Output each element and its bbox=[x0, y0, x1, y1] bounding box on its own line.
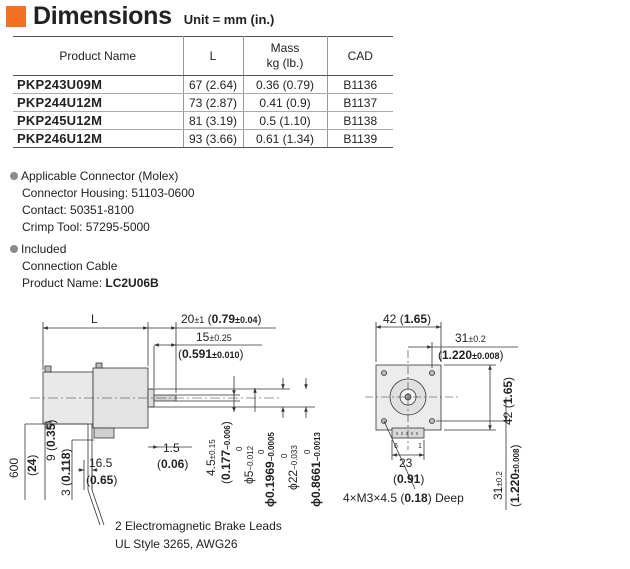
mass-value: 0.61 (1.34) bbox=[243, 130, 327, 148]
dim-16-5: 16.5 bbox=[89, 456, 113, 470]
included-title: Included bbox=[21, 242, 67, 256]
col-mass: Mass kg (lb.) bbox=[243, 37, 327, 76]
included-product: Product Name: LC2U06B bbox=[22, 276, 159, 290]
dim-20: 20±1 (0.79±0.04) bbox=[181, 312, 262, 326]
dim-31-top: 31±0.2 bbox=[455, 331, 486, 345]
product-name: PKP245U12M bbox=[13, 112, 183, 130]
length-value: 67 (2.64) bbox=[183, 76, 243, 94]
dim-phi5: ϕ5−0.012 bbox=[242, 445, 256, 484]
length-value: 81 (3.19) bbox=[183, 112, 243, 130]
dim-23: 23 bbox=[399, 456, 413, 470]
dim-phi22: ϕ22−0.033 bbox=[286, 445, 300, 490]
dim-phi0197: ϕ0.1969−0.0005 bbox=[263, 432, 277, 507]
mass-value: 0.5 (1.10) bbox=[243, 112, 327, 130]
dim-15-in: (0.591±0.010) bbox=[178, 347, 244, 361]
dim-15: 15±0.25 bbox=[196, 330, 232, 344]
dim-phi0866: ϕ0.8661−0.0013 bbox=[309, 432, 323, 507]
col-product-name: Product Name bbox=[13, 37, 183, 76]
cad-link[interactable]: B1139 bbox=[327, 130, 393, 148]
connector-crimp-tool: Crimp Tool: 57295-5000 bbox=[22, 220, 150, 234]
dim-9: 9 (0.35) bbox=[44, 419, 58, 461]
dim-31-right-in: (1.220±0.008) bbox=[508, 444, 522, 507]
pin-6-label: 6 bbox=[394, 443, 398, 450]
product-name: PKP246U12M bbox=[13, 130, 183, 148]
product-name: PKP243U09M bbox=[13, 76, 183, 94]
dim-3: 3 (0.118) bbox=[59, 448, 73, 496]
unit-label: Unit = mm (in.) bbox=[183, 11, 275, 27]
dim-42-right: 42 (1.65) bbox=[501, 376, 515, 425]
col-cad: CAD bbox=[327, 37, 393, 76]
dim-42-top: 42 (1.65) bbox=[383, 312, 432, 326]
connector-contact: Contact: 50351-8100 bbox=[22, 203, 135, 217]
product-name: PKP244U12M bbox=[13, 94, 183, 112]
brake-leads-spec: UL Style 3265, AWG26 bbox=[115, 537, 238, 551]
length-value: 73 (2.87) bbox=[183, 94, 243, 112]
dim-24: (24) bbox=[25, 454, 39, 476]
dim-4-5: 4.5±0.15 bbox=[204, 439, 218, 476]
dim-23-in: (0.91) bbox=[393, 472, 425, 486]
dim-16-5-in: (0.65) bbox=[86, 473, 118, 487]
mass-value: 0.36 (0.79) bbox=[243, 76, 327, 94]
dim-phi0197-up: 0 bbox=[257, 449, 266, 454]
col-l: L bbox=[183, 37, 243, 76]
included-cable: Connection Cable bbox=[22, 259, 118, 273]
section-title: Dimensions bbox=[33, 2, 172, 30]
holes-label: 4×M3×4.5 (0.18) Deep bbox=[343, 491, 464, 505]
dim-phi5-up: 0 bbox=[235, 446, 244, 451]
connector-housing: Connector Housing: 51103-0600 bbox=[22, 186, 195, 200]
dim-phi22-up: 0 bbox=[280, 453, 289, 458]
dim-1-5: 1.5 bbox=[163, 441, 180, 455]
dim-31-right: 31±0.2 bbox=[491, 471, 505, 500]
dim-31-top-in: (1.220±0.008) bbox=[438, 348, 504, 362]
dim-600: 600 bbox=[7, 457, 21, 478]
brake-leads-label: 2 Electromagnetic Brake Leads bbox=[115, 519, 282, 533]
pin-1-label: 1 bbox=[418, 443, 422, 450]
dim-l: L bbox=[91, 312, 98, 326]
cad-link[interactable]: B1137 bbox=[327, 94, 393, 112]
dim-phi0866-up: 0 bbox=[303, 449, 312, 454]
dim-1-5-in: (0.06) bbox=[157, 457, 189, 471]
connector-title: Applicable Connector (Molex) bbox=[21, 169, 179, 183]
length-value: 93 (3.66) bbox=[183, 130, 243, 148]
cad-link[interactable]: B1138 bbox=[327, 112, 393, 130]
dim-4-5-in: (0.177−0.006) bbox=[219, 421, 233, 484]
included-product-name: LC2U06B bbox=[105, 276, 159, 290]
mass-value: 0.41 (0.9) bbox=[243, 94, 327, 112]
cad-link[interactable]: B1136 bbox=[327, 76, 393, 94]
